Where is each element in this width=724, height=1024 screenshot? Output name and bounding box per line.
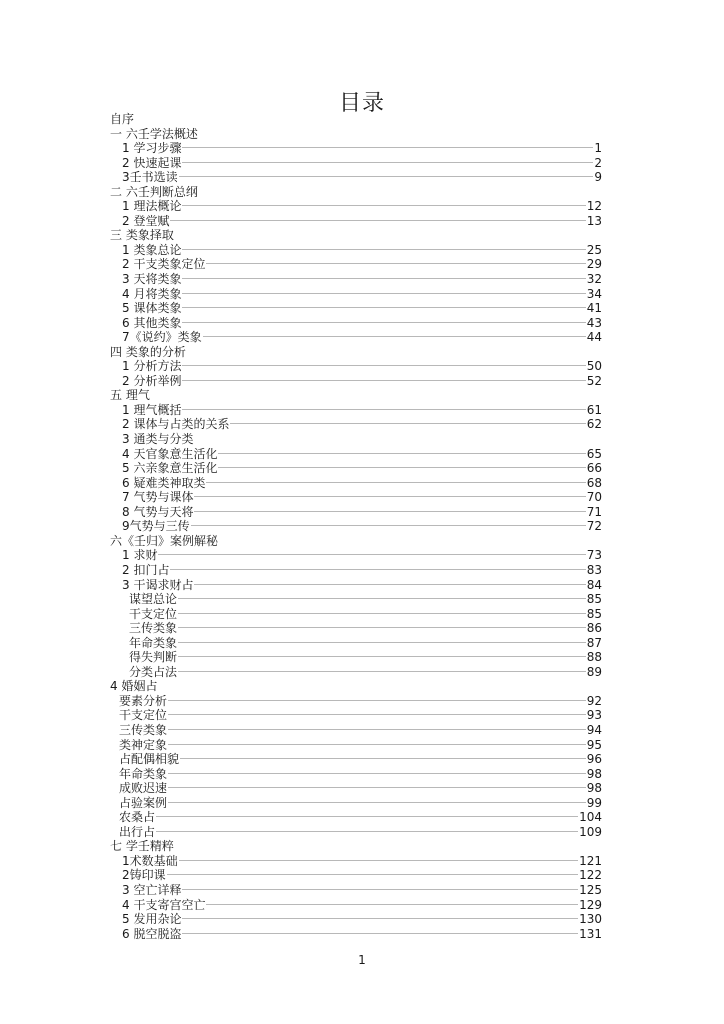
toc-entry[interactable] bbox=[110, 287, 602, 302]
toc-entry-page: 52 bbox=[586, 373, 602, 388]
toc-entry[interactable] bbox=[110, 694, 602, 709]
leader-line bbox=[170, 569, 585, 570]
toc-entry-page: 13 bbox=[586, 213, 602, 228]
toc-entry-label: 年命类象 bbox=[119, 766, 168, 781]
toc-entry[interactable] bbox=[110, 752, 602, 767]
toc-entry-label: 2 扣门占 bbox=[122, 562, 170, 577]
toc-entry-label: 干支定位 bbox=[129, 606, 178, 621]
toc-section-heading bbox=[110, 839, 602, 854]
toc-entry-page: 71 bbox=[586, 504, 602, 519]
toc-section-heading bbox=[110, 228, 602, 243]
toc-entry-page: 131 bbox=[579, 926, 602, 941]
toc-entry-label: 出行占 bbox=[119, 824, 156, 839]
leader-line bbox=[230, 423, 585, 424]
toc-entry[interactable] bbox=[110, 636, 602, 651]
toc-entry-label: 三 类象择取 bbox=[110, 228, 174, 243]
leader-line bbox=[194, 511, 585, 512]
leader-line bbox=[168, 773, 586, 774]
toc-entry-label: 2 课体与占类的关系 bbox=[122, 417, 230, 432]
toc-entry[interactable] bbox=[110, 548, 602, 563]
toc-entry[interactable] bbox=[110, 883, 602, 898]
toc-entry[interactable] bbox=[110, 199, 602, 214]
toc-entry-page: 96 bbox=[586, 752, 602, 767]
toc-entry-label: 谋望总论 bbox=[129, 592, 178, 607]
toc-entry-page: 87 bbox=[586, 635, 602, 650]
leader-line bbox=[218, 467, 585, 468]
toc-entry[interactable] bbox=[110, 650, 602, 665]
leader-line bbox=[167, 874, 578, 875]
toc-entry-label: 成败迟速 bbox=[119, 781, 168, 796]
toc-entry[interactable] bbox=[110, 607, 602, 622]
toc-entry-page: 109 bbox=[579, 824, 602, 839]
leader-line bbox=[180, 758, 586, 759]
toc-section-heading bbox=[110, 127, 602, 142]
leader-line bbox=[182, 380, 585, 381]
toc-entry[interactable] bbox=[110, 592, 602, 607]
leader-line bbox=[182, 918, 578, 919]
toc-entry-page: 92 bbox=[586, 693, 602, 708]
toc-entry-page: 66 bbox=[586, 461, 602, 476]
leader-line bbox=[182, 147, 593, 148]
toc-entry[interactable] bbox=[110, 214, 602, 229]
toc-entry-label: 要素分析 bbox=[119, 693, 168, 708]
toc-section-heading bbox=[110, 185, 602, 200]
toc-entry-label: 1 理法概论 bbox=[122, 199, 182, 214]
toc-section-heading bbox=[110, 345, 602, 360]
toc-entry-label: 占验案例 bbox=[119, 795, 168, 810]
leader-line bbox=[206, 904, 578, 905]
toc-entry-page: 89 bbox=[586, 664, 602, 679]
toc-entry-page: 98 bbox=[586, 781, 602, 796]
toc-entry-label: 4 干支寄宫空亡 bbox=[122, 897, 206, 912]
toc-entry-page: 72 bbox=[586, 519, 602, 534]
toc-entry[interactable] bbox=[110, 417, 602, 432]
toc-entry-page: 122 bbox=[579, 868, 602, 883]
toc-entry-page: 68 bbox=[586, 475, 602, 490]
toc-entry-page: 65 bbox=[586, 446, 602, 461]
toc-entry-page: 41 bbox=[586, 301, 602, 316]
toc-entry-label: 七 学壬精粹 bbox=[110, 839, 174, 854]
leader-line bbox=[182, 307, 585, 308]
toc-entry-page: 130 bbox=[579, 912, 602, 927]
toc-entry-label: 1 分析方法 bbox=[122, 359, 182, 374]
toc-entry-page: 50 bbox=[586, 359, 602, 374]
toc-entry[interactable] bbox=[110, 359, 602, 374]
toc-entry bbox=[110, 432, 602, 447]
toc-entry-label: 8 气势与天将 bbox=[122, 504, 194, 519]
toc-entry-label: 三传类象 bbox=[129, 621, 178, 636]
leader-line bbox=[218, 453, 585, 454]
toc-entry-label: 6 其他类象 bbox=[122, 315, 182, 330]
toc-entry[interactable] bbox=[110, 898, 602, 913]
toc-entry[interactable] bbox=[110, 141, 602, 156]
toc-entry-label: 类神定象 bbox=[119, 737, 168, 752]
leader-line bbox=[182, 205, 585, 206]
leader-line bbox=[194, 584, 585, 585]
leader-line bbox=[179, 860, 578, 861]
toc-section-heading bbox=[110, 388, 602, 403]
toc-entry-label: 农桑占 bbox=[119, 810, 156, 825]
leader-line bbox=[182, 889, 578, 890]
leader-line bbox=[178, 671, 586, 672]
toc-entry-label: 6 脱空脱盗 bbox=[122, 926, 182, 941]
leader-line bbox=[178, 642, 586, 643]
toc-entry[interactable] bbox=[110, 330, 602, 345]
toc-entry-label: 7 气势与课体 bbox=[122, 490, 194, 505]
toc-entry-label: 二 六壬判断总纲 bbox=[110, 184, 198, 199]
toc-entry-page: 95 bbox=[586, 737, 602, 752]
toc-entry-label: 1 学习步骤 bbox=[122, 141, 182, 156]
toc-entry-label: 四 类象的分析 bbox=[110, 344, 186, 359]
toc-entry-label: 4 月将类象 bbox=[122, 286, 182, 301]
toc-entry-page: 121 bbox=[579, 853, 602, 868]
toc-entry-label: 2 快速起课 bbox=[122, 155, 182, 170]
leader-line bbox=[206, 263, 585, 264]
toc-entry-page: 61 bbox=[586, 402, 602, 417]
leader-line bbox=[182, 278, 585, 279]
toc-entry-page: 2 bbox=[594, 155, 602, 170]
toc-entry-label: 9气势与三传 bbox=[122, 519, 190, 534]
toc-entry[interactable] bbox=[110, 563, 602, 578]
toc-entry-label: 得失判断 bbox=[129, 650, 178, 665]
toc-entry[interactable] bbox=[110, 243, 602, 258]
leader-line bbox=[182, 249, 585, 250]
toc-entry-label: 3 天将类象 bbox=[122, 272, 182, 287]
toc-section-heading bbox=[110, 534, 602, 549]
leader-line bbox=[168, 729, 586, 730]
toc-entry-label: 3 干谒求财占 bbox=[122, 577, 194, 592]
toc-entry-label: 一 六壬学法概述 bbox=[110, 126, 198, 141]
toc-section-heading bbox=[110, 112, 602, 127]
toc-entry-label: 1 理气概括 bbox=[122, 402, 182, 417]
toc-entry-page: 104 bbox=[579, 810, 602, 825]
toc-entry-page: 99 bbox=[586, 795, 602, 810]
leader-line bbox=[182, 322, 585, 323]
toc-entry-page: 86 bbox=[586, 621, 602, 636]
toc-entry[interactable] bbox=[110, 738, 602, 753]
toc-entry[interactable] bbox=[110, 374, 602, 389]
leader-line bbox=[178, 613, 586, 614]
leader-line bbox=[158, 554, 585, 555]
toc-entry[interactable] bbox=[110, 505, 602, 520]
toc-entry[interactable] bbox=[110, 708, 602, 723]
toc-entry-page: 25 bbox=[586, 242, 602, 257]
toc-entry-page: 62 bbox=[586, 417, 602, 432]
toc-entry-label: 五 理气 bbox=[110, 388, 150, 403]
toc-entry-label: 年命类象 bbox=[129, 635, 178, 650]
toc-entry-label: 3 空亡详释 bbox=[122, 882, 182, 897]
toc-entry-label: 3壬书选读 bbox=[122, 170, 178, 185]
toc-entry-label: 干支定位 bbox=[119, 708, 168, 723]
toc-entry-label: 2 干支类象定位 bbox=[122, 257, 206, 272]
toc-entry-page: 9 bbox=[594, 170, 602, 185]
leader-line bbox=[168, 787, 586, 788]
toc-entry-page: 43 bbox=[586, 315, 602, 330]
toc-entry-page: 1 bbox=[594, 141, 602, 156]
toc-entry-label: 六《壬归》案例解秘 bbox=[110, 533, 219, 548]
toc-entry[interactable] bbox=[110, 301, 602, 316]
toc-entry-page: 125 bbox=[579, 882, 602, 897]
toc-entry-page: 44 bbox=[586, 330, 602, 345]
toc-entry[interactable] bbox=[110, 272, 602, 287]
toc-entry-label: 三传类象 bbox=[119, 722, 168, 737]
toc-entry-page: 12 bbox=[586, 199, 602, 214]
leader-line bbox=[179, 176, 594, 177]
page-title: 目录 bbox=[338, 91, 385, 116]
toc-entry-page: 129 bbox=[579, 897, 602, 912]
toc-entry[interactable] bbox=[110, 519, 602, 534]
toc-entry-label: 5 课体类象 bbox=[122, 301, 182, 316]
leader-line bbox=[182, 365, 585, 366]
leader-line bbox=[203, 336, 586, 337]
toc-entry-label: 5 六亲象意生活化 bbox=[122, 461, 218, 476]
toc-entry-page: 93 bbox=[586, 708, 602, 723]
leader-line bbox=[182, 162, 593, 163]
leader-line bbox=[182, 293, 585, 294]
toc-entry-label: 6 疑难类神取类 bbox=[122, 475, 206, 490]
leader-line bbox=[206, 482, 585, 483]
toc-entry[interactable] bbox=[110, 854, 602, 869]
toc-entry[interactable] bbox=[110, 723, 602, 738]
toc-entry[interactable] bbox=[110, 665, 602, 680]
leader-line bbox=[178, 656, 586, 657]
leader-line bbox=[182, 409, 585, 410]
toc-entry[interactable] bbox=[110, 257, 602, 272]
toc-entry[interactable] bbox=[110, 461, 602, 476]
toc-entry[interactable] bbox=[110, 578, 602, 593]
table-of-contents bbox=[110, 112, 602, 941]
toc-entry[interactable] bbox=[110, 868, 602, 883]
toc-entry-label: 5 发用杂论 bbox=[122, 912, 182, 927]
toc-entry-label: 2 登堂赋 bbox=[122, 213, 170, 228]
toc-entry[interactable] bbox=[110, 170, 602, 185]
toc-entry-label: 4 天官象意生活化 bbox=[122, 446, 218, 461]
toc-entry-label: 4 婚姻占 bbox=[110, 679, 158, 694]
toc-entry-label: 7《说约》类象 bbox=[122, 330, 202, 345]
toc-entry-label: 3 通类与分类 bbox=[122, 432, 194, 447]
toc-entry-page: 83 bbox=[586, 562, 602, 577]
toc-entry-page: 32 bbox=[586, 272, 602, 287]
toc-entry[interactable] bbox=[110, 316, 602, 331]
toc-entry[interactable] bbox=[110, 490, 602, 505]
toc-entry-label: 分类占法 bbox=[129, 664, 178, 679]
toc-entry-page: 98 bbox=[586, 766, 602, 781]
toc-entry[interactable] bbox=[110, 781, 602, 796]
toc-entry-page: 34 bbox=[586, 286, 602, 301]
page-number: 1 bbox=[358, 953, 366, 967]
toc-entry-label: 2 分析举例 bbox=[122, 373, 182, 388]
toc-entry-page: 84 bbox=[586, 577, 602, 592]
toc-entry-page: 29 bbox=[586, 257, 602, 272]
leader-line bbox=[178, 598, 586, 599]
leader-line bbox=[178, 627, 586, 628]
toc-entry-label: 1 类象总论 bbox=[122, 242, 182, 257]
toc-entry-page: 88 bbox=[586, 650, 602, 665]
toc-entry[interactable] bbox=[110, 825, 602, 840]
toc-entry[interactable] bbox=[110, 810, 602, 825]
toc-entry[interactable] bbox=[110, 476, 602, 491]
toc-entry[interactable] bbox=[110, 156, 602, 171]
toc-entry[interactable] bbox=[110, 912, 602, 927]
leader-line bbox=[156, 816, 578, 817]
toc-entry-page: 85 bbox=[586, 606, 602, 621]
toc-entry[interactable] bbox=[110, 621, 602, 636]
toc-entry[interactable] bbox=[110, 447, 602, 462]
leader-line bbox=[191, 525, 586, 526]
toc-entry-label: 1术数基础 bbox=[122, 853, 178, 868]
toc-entry-page: 94 bbox=[586, 722, 602, 737]
toc-entry-page: 85 bbox=[586, 592, 602, 607]
leader-line bbox=[168, 700, 586, 701]
leader-line bbox=[168, 802, 586, 803]
toc-entry[interactable] bbox=[110, 796, 602, 811]
leader-line bbox=[182, 933, 578, 934]
toc-entry[interactable] bbox=[110, 403, 602, 418]
leader-line bbox=[194, 496, 585, 497]
toc-entry-label: 自序 bbox=[110, 112, 135, 126]
toc-entry-label: 占配偶相貌 bbox=[119, 752, 180, 767]
leader-line bbox=[168, 714, 586, 715]
toc-section-heading bbox=[110, 679, 602, 694]
toc-entry-label: 1 求财 bbox=[122, 548, 158, 563]
leader-line bbox=[156, 831, 578, 832]
toc-entry-page: 70 bbox=[586, 490, 602, 505]
leader-line bbox=[170, 220, 585, 221]
toc-entry[interactable] bbox=[110, 927, 602, 942]
toc-entry-page: 73 bbox=[586, 548, 602, 563]
toc-entry-label: 2铸印课 bbox=[122, 868, 166, 883]
leader-line bbox=[168, 744, 586, 745]
toc-entry[interactable] bbox=[110, 767, 602, 782]
